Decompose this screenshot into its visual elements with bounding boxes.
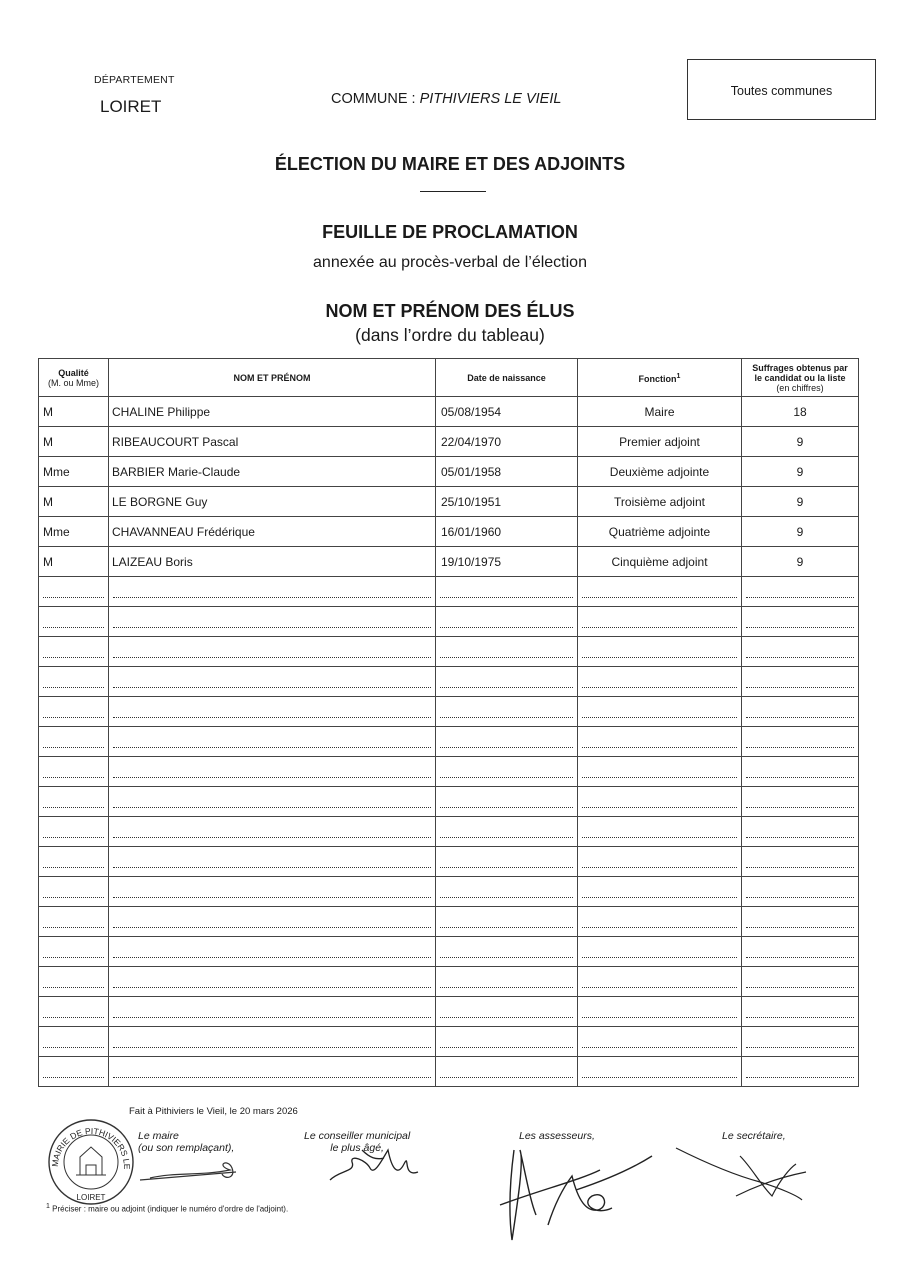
dotted-line (43, 1017, 104, 1018)
elus-table (38, 358, 859, 1087)
table-row (39, 547, 859, 577)
empty-cell (436, 847, 578, 877)
dotted-line (440, 987, 573, 988)
empty-table-row (39, 607, 859, 637)
empty-cell (578, 877, 742, 907)
empty-table-row (39, 577, 859, 607)
empty-cell (436, 787, 578, 817)
mayor-signature (140, 1163, 236, 1180)
empty-cell (742, 757, 859, 787)
cell-nom: BARBIER Marie-Claude (109, 457, 436, 487)
empty-cell (39, 757, 109, 787)
empty-cell (578, 757, 742, 787)
empty-cell (436, 937, 578, 967)
table-header-row (39, 359, 859, 397)
dotted-line (113, 987, 431, 988)
dotted-line (582, 927, 737, 928)
commune-name: PITHIVIERS LE VIEIL (419, 91, 562, 107)
empty-cell (578, 697, 742, 727)
empty-cell (39, 877, 109, 907)
dotted-line (746, 777, 854, 778)
dotted-line (113, 957, 431, 958)
table-row (39, 517, 859, 547)
dotted-line (582, 957, 737, 958)
dotted-line (746, 657, 854, 658)
empty-cell (39, 1027, 109, 1057)
empty-cell (578, 637, 742, 667)
empty-cell (109, 667, 436, 697)
dotted-line (440, 927, 573, 928)
dotted-line (440, 1077, 573, 1078)
empty-cell (436, 607, 578, 637)
cell-fonction: Maire (578, 397, 742, 427)
dotted-line (43, 837, 104, 838)
dotted-line (43, 807, 104, 808)
dotted-line (582, 867, 737, 868)
empty-cell (39, 1057, 109, 1087)
cell-date: 22/04/1970 (436, 427, 578, 457)
empty-table-row (39, 727, 859, 757)
empty-table-row (39, 787, 859, 817)
empty-cell (436, 997, 578, 1027)
dotted-line (440, 657, 573, 658)
svg-text:MAIRIE DE PITHIVIERS LE VIEIL (46, 1117, 132, 1170)
empty-table-row (39, 667, 859, 697)
empty-cell (742, 1057, 859, 1087)
dotted-line (113, 747, 431, 748)
empty-cell (742, 577, 859, 607)
dotted-line (582, 717, 737, 718)
cell-suffrages: 9 (742, 457, 859, 487)
dotted-line (440, 807, 573, 808)
empty-cell (436, 907, 578, 937)
fait-a-line: Fait à Pithiviers le Vieil, le 20 mars 2026 (129, 1106, 298, 1117)
cell-qualite: Mme (39, 517, 109, 547)
conseiller-signature (330, 1150, 418, 1180)
dotted-line (43, 1047, 104, 1048)
empty-table-row (39, 817, 859, 847)
dotted-line (582, 1077, 737, 1078)
header-fonction-footnote-ref: 1 (676, 372, 681, 380)
dotted-line (582, 777, 737, 778)
conseiller-label-l1: Le conseiller municipal (304, 1130, 411, 1142)
conseiller-label-l2: le plus âgé, (330, 1142, 384, 1154)
dotted-line (582, 687, 737, 688)
dotted-line (582, 807, 737, 808)
dotted-line (582, 1017, 737, 1018)
empty-cell (109, 847, 436, 877)
dotted-line (440, 867, 573, 868)
cell-qualite: Mme (39, 457, 109, 487)
empty-cell (436, 637, 578, 667)
cell-fonction: Cinquième adjoint (578, 547, 742, 577)
cell-fonction: Deuxième adjointe (578, 457, 742, 487)
empty-cell (436, 1027, 578, 1057)
empty-cell (109, 907, 436, 937)
footnote-marker: 1 (46, 1203, 50, 1210)
dotted-line (113, 657, 431, 658)
empty-cell (39, 907, 109, 937)
empty-cell (578, 847, 742, 877)
empty-cell (39, 847, 109, 877)
empty-table-row (39, 847, 859, 877)
dotted-line (113, 1017, 431, 1018)
empty-cell (109, 637, 436, 667)
dotted-line (582, 897, 737, 898)
empty-table-row (39, 997, 859, 1027)
empty-cell (578, 577, 742, 607)
dotted-line (440, 1017, 573, 1018)
empty-cell (109, 1057, 436, 1087)
ordre-subtitle: (dans l’ordre du tableau) (355, 325, 545, 345)
header-qualite (39, 359, 109, 397)
header-suffrages-l1: Suffrages obtenus par (752, 362, 848, 373)
empty-cell (742, 997, 859, 1027)
dotted-line (113, 1047, 431, 1048)
cell-nom: RIBEAUCOURT Pascal (109, 427, 436, 457)
dotted-line (582, 657, 737, 658)
empty-cell (39, 577, 109, 607)
feuille-title: FEUILLE DE PROCLAMATION (322, 222, 578, 242)
empty-cell (109, 877, 436, 907)
mairie-seal (46, 1117, 136, 1207)
dotted-line (113, 687, 431, 688)
dotted-line (43, 987, 104, 988)
empty-cell (436, 667, 578, 697)
dotted-line (746, 687, 854, 688)
dotted-line (113, 927, 431, 928)
header-fonction (578, 359, 742, 397)
dotted-line (440, 747, 573, 748)
empty-cell (578, 937, 742, 967)
empty-cell (39, 967, 109, 997)
dotted-line (746, 627, 854, 628)
header-suffrages-l3: (en chiffres) (776, 382, 824, 393)
cell-date: 19/10/1975 (436, 547, 578, 577)
dotted-line (582, 987, 737, 988)
empty-cell (742, 1027, 859, 1057)
empty-cell (109, 997, 436, 1027)
dotted-line (113, 807, 431, 808)
empty-cell (109, 697, 436, 727)
secretaire-signature (676, 1148, 806, 1200)
dotted-line (113, 867, 431, 868)
title-divider (420, 191, 486, 192)
election-title: ÉLECTION DU MAIRE ET DES ADJOINTS (274, 154, 626, 174)
cell-date: 05/08/1954 (436, 397, 578, 427)
empty-cell (578, 1057, 742, 1087)
commune-type-box (687, 59, 876, 120)
empty-table-row (39, 1057, 859, 1087)
empty-cell (578, 997, 742, 1027)
empty-cell (742, 697, 859, 727)
dotted-line (43, 957, 104, 958)
cell-qualite: M (39, 487, 109, 517)
empty-cell (109, 967, 436, 997)
assesseurs-label: Les assesseurs, (519, 1130, 595, 1142)
empty-cell (109, 607, 436, 637)
dotted-line (440, 957, 573, 958)
header-qualite-sub: (M. ou Mme) (47, 377, 99, 388)
dotted-line (440, 627, 573, 628)
empty-cell (39, 697, 109, 727)
dotted-line (582, 1047, 737, 1048)
conseiller-label (304, 1130, 410, 1154)
empty-table-row (39, 637, 859, 667)
header-date: Date de naissance (436, 359, 578, 397)
empty-cell (39, 817, 109, 847)
dotted-line (746, 597, 854, 598)
empty-cell (436, 877, 578, 907)
empty-cell (39, 937, 109, 967)
dotted-line (440, 597, 573, 598)
cell-nom: LE BORGNE Guy (109, 487, 436, 517)
empty-cell (39, 787, 109, 817)
departement-label: DÉPARTEMENT (94, 74, 175, 86)
empty-cell (578, 607, 742, 637)
commune-type-text: Toutes communes (730, 84, 833, 98)
empty-cell (742, 967, 859, 997)
empty-cell (742, 637, 859, 667)
seal-bottom-text: LOIRET (76, 1193, 106, 1202)
dotted-line (440, 717, 573, 718)
dotted-line (746, 747, 854, 748)
commune-line (331, 91, 561, 107)
header-fonction-label: Fonction (638, 373, 677, 384)
dotted-line (113, 1077, 431, 1078)
maire-label-l2: (ou son remplaçant), (138, 1142, 235, 1154)
dotted-line (43, 627, 104, 628)
dotted-line (113, 597, 431, 598)
dotted-line (746, 867, 854, 868)
assesseur-signature (500, 1150, 652, 1240)
dotted-line (43, 657, 104, 658)
empty-cell (39, 997, 109, 1027)
dotted-line (43, 867, 104, 868)
empty-cell (578, 727, 742, 757)
cell-suffrages: 9 (742, 487, 859, 517)
cell-qualite: M (39, 547, 109, 577)
dotted-line (582, 627, 737, 628)
dotted-line (746, 717, 854, 718)
dotted-line (746, 1077, 854, 1078)
empty-cell (436, 967, 578, 997)
cell-suffrages: 9 (742, 517, 859, 547)
empty-table-row (39, 877, 859, 907)
empty-cell (742, 817, 859, 847)
empty-cell (742, 907, 859, 937)
dotted-line (582, 597, 737, 598)
empty-cell (578, 667, 742, 697)
dotted-line (746, 987, 854, 988)
cell-fonction: Quatrième adjointe (578, 517, 742, 547)
dotted-line (43, 927, 104, 928)
dotted-line (746, 897, 854, 898)
empty-cell (109, 757, 436, 787)
cell-suffrages: 18 (742, 397, 859, 427)
empty-cell (436, 757, 578, 787)
table-row (39, 487, 859, 517)
empty-cell (578, 817, 742, 847)
dotted-line (113, 777, 431, 778)
cell-suffrages: 9 (742, 427, 859, 457)
dotted-line (113, 717, 431, 718)
dotted-line (43, 897, 104, 898)
departement-name: LOIRET (100, 97, 162, 116)
empty-cell (578, 787, 742, 817)
empty-cell (39, 607, 109, 637)
cell-date: 05/01/1958 (436, 457, 578, 487)
cell-qualite: M (39, 397, 109, 427)
dotted-line (746, 957, 854, 958)
empty-cell (109, 817, 436, 847)
cell-nom: CHAVANNEAU Frédérique (109, 517, 436, 547)
empty-table-row (39, 907, 859, 937)
dotted-line (440, 837, 573, 838)
empty-cell (742, 877, 859, 907)
empty-table-row (39, 697, 859, 727)
dotted-line (43, 777, 104, 778)
cell-suffrages: 9 (742, 547, 859, 577)
elus-title: NOM ET PRÉNOM DES ÉLUS (325, 301, 575, 321)
empty-cell (436, 727, 578, 757)
header-suffrages (742, 359, 859, 397)
header-qualite-label: Qualité (58, 367, 89, 378)
dotted-line (43, 597, 104, 598)
empty-cell (109, 937, 436, 967)
maire-label-l1: Le maire (138, 1130, 179, 1142)
footnote-text: Préciser : maire ou adjoint (indiquer le numéro d'ordre de l'adjoint). (49, 1204, 289, 1214)
header-suffrages-l2: le candidat ou la liste (754, 372, 846, 383)
dotted-line (746, 807, 854, 808)
empty-cell (39, 727, 109, 757)
dotted-line (746, 1017, 854, 1018)
dotted-line (582, 837, 737, 838)
table-row (39, 397, 859, 427)
cell-date: 16/01/1960 (436, 517, 578, 547)
dotted-line (440, 1047, 573, 1048)
dotted-line (440, 687, 573, 688)
dotted-line (440, 777, 573, 778)
empty-cell (436, 697, 578, 727)
empty-table-row (39, 937, 859, 967)
dotted-line (43, 1077, 104, 1078)
table-row (39, 427, 859, 457)
empty-cell (109, 577, 436, 607)
dotted-line (440, 897, 573, 898)
footnote (46, 1203, 288, 1214)
empty-cell (436, 1057, 578, 1087)
empty-cell (436, 817, 578, 847)
empty-table-row (39, 1027, 859, 1057)
header-nom: NOM ET PRÉNOM (109, 359, 436, 397)
empty-cell (742, 667, 859, 697)
empty-table-row (39, 757, 859, 787)
empty-cell (742, 847, 859, 877)
table-row (39, 457, 859, 487)
empty-cell (109, 727, 436, 757)
empty-cell (109, 1027, 436, 1057)
empty-cell (742, 607, 859, 637)
dotted-line (582, 747, 737, 748)
empty-cell (742, 727, 859, 757)
dotted-line (113, 627, 431, 628)
dotted-line (746, 837, 854, 838)
empty-table-row (39, 967, 859, 997)
empty-cell (39, 637, 109, 667)
maire-label (138, 1130, 234, 1154)
annexee-subtitle: annexée au procès-verbal de l’élection (313, 254, 587, 271)
empty-cell (742, 787, 859, 817)
cell-nom: LAIZEAU Boris (109, 547, 436, 577)
seal-top-text: MAIRIE DE PITHIVIERS LE (49, 1125, 133, 1170)
dotted-line (43, 747, 104, 748)
cell-fonction: Premier adjoint (578, 427, 742, 457)
cell-fonction: Troisième adjoint (578, 487, 742, 517)
dotted-line (113, 837, 431, 838)
dotted-line (746, 1047, 854, 1048)
secretaire-label: Le secrétaire, (722, 1130, 786, 1142)
empty-cell (742, 937, 859, 967)
empty-cell (436, 577, 578, 607)
empty-cell (109, 787, 436, 817)
dotted-line (113, 897, 431, 898)
seal-icon (46, 1117, 136, 1207)
cell-qualite: M (39, 427, 109, 457)
dotted-line (43, 717, 104, 718)
cell-nom: CHALINE Philippe (109, 397, 436, 427)
dotted-line (746, 927, 854, 928)
cell-date: 25/10/1951 (436, 487, 578, 517)
empty-cell (578, 967, 742, 997)
empty-cell (578, 1027, 742, 1057)
empty-cell (39, 667, 109, 697)
empty-cell (578, 907, 742, 937)
commune-label: COMMUNE : (331, 91, 420, 107)
dotted-line (43, 687, 104, 688)
